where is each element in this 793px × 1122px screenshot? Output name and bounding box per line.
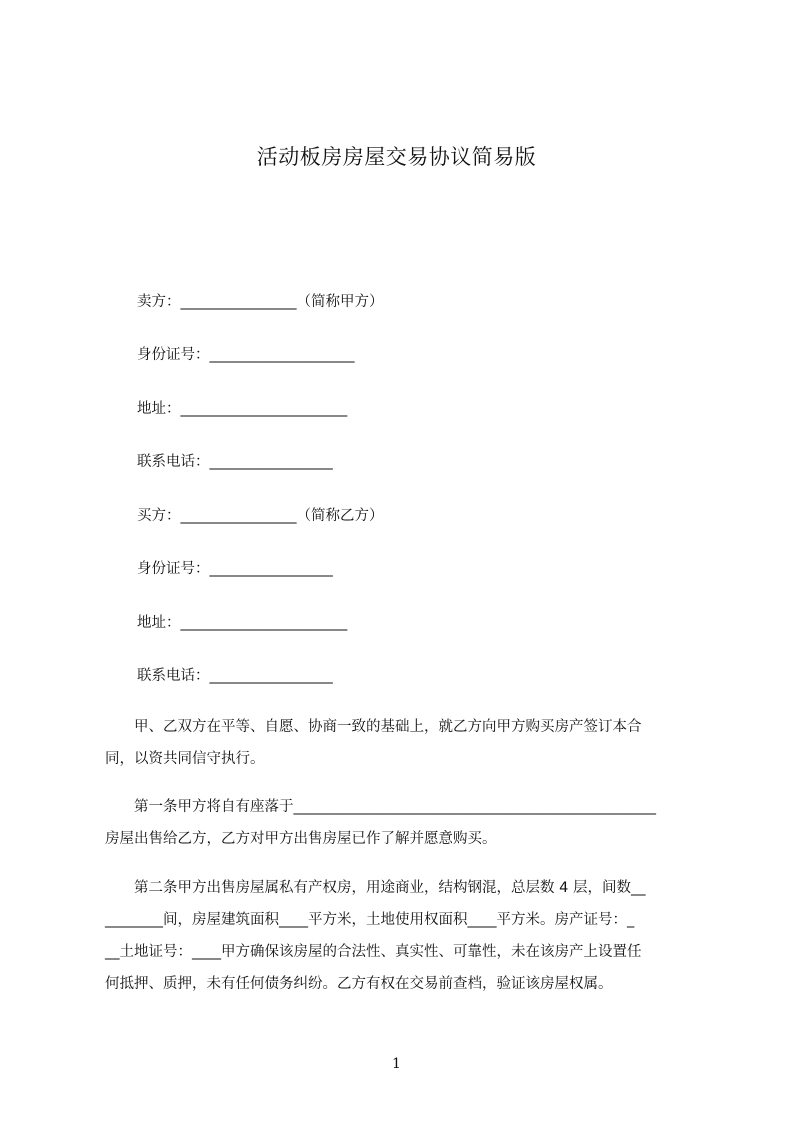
- seller-phone-field: 联系电话：_________________: [137, 454, 333, 470]
- article-2-paragraph: [105, 872, 701, 1000]
- seller-address-field: 地址：_______________________: [137, 401, 348, 417]
- buyer-name-field: 买方：________________（简称乙方）: [137, 508, 384, 524]
- paragraph-line: __土地证号：____甲方确保该房屋的合法性、真实性、可靠性，未在该房产上设置任: [105, 944, 642, 960]
- paragraph-line: 房屋出售给乙方，乙方对甲方出售房屋已作了解并愿意购买。: [105, 831, 497, 847]
- page-number: 1: [392, 1056, 401, 1072]
- paragraph-line: 第一条甲方将自有座落于__________________________________________________: [105, 799, 656, 815]
- preamble-paragraph: [105, 711, 701, 775]
- seller-name-field: 卖方：________________（简称甲方）: [137, 294, 384, 310]
- document-title: 活动板房房屋交易协议简易版: [256, 145, 537, 169]
- paragraph-line: 同，以资共同信守执行。: [105, 751, 265, 767]
- buyer-address-field: 地址：_______________________: [137, 615, 348, 631]
- paragraph-line: 何抵押、质押，未有任何债务纠纷。乙方有权在交易前查档，验证该房屋权属。: [105, 976, 613, 992]
- paragraph-line: 甲、乙双方在平等、自愿、协商一致的基础上，就乙方向甲方购买房产签订本合: [105, 719, 642, 735]
- buyer-phone-field: 联系电话：_________________: [137, 668, 333, 684]
- article-1-paragraph: [105, 791, 701, 855]
- paragraph-line: ________间，房屋建筑面积____平方米，土地使用权面积____平方米。房产证号：_: [105, 912, 635, 928]
- seller-id-number-field: 身份证号：____________________: [137, 347, 355, 363]
- paragraph-line: 第二条甲方出售房屋属私有产权房，用途商业，结构钢混，总层数 4 层，间数__: [105, 880, 646, 896]
- buyer-id-number-field: 身份证号：_________________: [137, 561, 333, 577]
